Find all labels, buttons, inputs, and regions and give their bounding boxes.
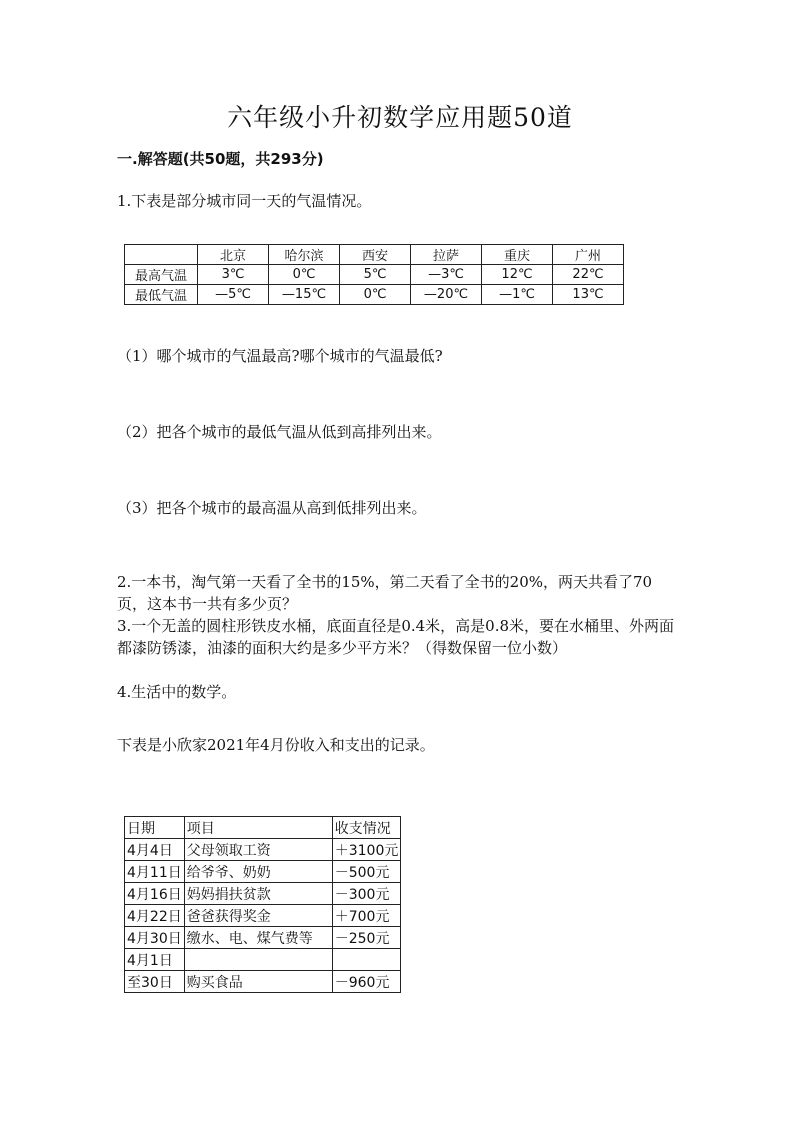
table-cell: 至30日 [125, 971, 185, 993]
table-cell [184, 949, 332, 971]
table-cell: 购买食品 [184, 971, 332, 993]
page-title: 六年级小升初数学应用题50道 [227, 103, 573, 132]
question-2: 2.一本书，淘气第一天看了全书的15%，第二天看了全书的20%，两天共看了70页，这本书一共有多少页？ [117, 573, 653, 613]
table-cell: —1℃ [482, 285, 553, 305]
table-row [125, 265, 624, 285]
table-cell: 缴水、电、煤气费等 [184, 927, 332, 949]
table-cell: 4月4日 [125, 839, 185, 861]
table-header-cell: 拉萨 [411, 245, 482, 265]
question-3: 3.一个无盖的圆柱形铁皮水桶，底面直径是0.4米，高是0.8米，要在水桶里、外两面都漆防锈漆，油漆的面积大约是多少平方米？（得数保留一位小数） [117, 617, 675, 657]
sub-question-3: （3）把各个城市的最高温从高到低排列出来。 [117, 499, 427, 517]
table-header-empty [125, 245, 198, 265]
table-cell: 13℃ [553, 285, 624, 305]
table-row [125, 927, 401, 949]
table-header-cell: 哈尔滨 [269, 245, 340, 265]
sub-question-1: （1）哪个城市的气温最高?哪个城市的气温最低? [117, 347, 443, 365]
table-cell: －300元 [332, 883, 401, 905]
table-row [125, 883, 401, 905]
question-4: 4.生活中的数学。 [117, 683, 237, 701]
row-label: 最低气温 [125, 285, 198, 305]
table-cell: 5℃ [340, 265, 411, 285]
table-cell: 4月22日 [125, 905, 185, 927]
table-cell: 给爷爷、奶奶 [184, 861, 332, 883]
table-row [125, 971, 401, 993]
table-cell: 0℃ [340, 285, 411, 305]
table-cell: 22℃ [553, 265, 624, 285]
sub-question-2: （2）把各个城市的最低气温从低到高排列出来。 [117, 423, 442, 441]
table-cell: —5℃ [198, 285, 269, 305]
table-row [125, 861, 401, 883]
table-cell: 0℃ [269, 265, 340, 285]
table-header-cell: 收支情况 [332, 817, 401, 839]
table-header-cell: 西安 [340, 245, 411, 265]
table-header-cell: 日期 [125, 817, 185, 839]
table-header-cell: 项目 [184, 817, 332, 839]
question-1: 1.下表是部分城市同一天的气温情况。 [117, 192, 372, 210]
table-row [125, 839, 401, 861]
table-cell [332, 949, 401, 971]
table-cell: －960元 [332, 971, 401, 993]
income-expense-table [124, 816, 401, 993]
temperature-table [124, 244, 624, 305]
table-row [125, 905, 401, 927]
table-cell: －500元 [332, 861, 401, 883]
table-cell: 父母领取工资 [184, 839, 332, 861]
table-cell: 4月30日 [125, 927, 185, 949]
question-4-intro: 下表是小欣家2021年4月份收入和支出的记录。 [117, 736, 435, 754]
section-heading: 一.解答题(共50题，共293分) [117, 150, 324, 168]
table-cell: －250元 [332, 927, 401, 949]
table-cell: 妈妈捐扶贫款 [184, 883, 332, 905]
table-cell: 3℃ [198, 265, 269, 285]
table-header-cell: 重庆 [482, 245, 553, 265]
row-label: 最高气温 [125, 265, 198, 285]
table-header-row [125, 245, 624, 265]
table-cell: 12℃ [482, 265, 553, 285]
table-cell: 4月16日 [125, 883, 185, 905]
table-header-cell: 北京 [198, 245, 269, 265]
table-header-row [125, 817, 401, 839]
table-row [125, 285, 624, 305]
table-header-cell: 广州 [553, 245, 624, 265]
table-row [125, 949, 401, 971]
table-cell: ＋3100元 [332, 839, 401, 861]
table-cell: —20℃ [411, 285, 482, 305]
table-cell: 4月11日 [125, 861, 185, 883]
table-cell: —15℃ [269, 285, 340, 305]
table-cell: ＋700元 [332, 905, 401, 927]
table-cell: 爸爸获得奖金 [184, 905, 332, 927]
table-cell: —3℃ [411, 265, 482, 285]
table-cell: 4月1日 [125, 949, 185, 971]
